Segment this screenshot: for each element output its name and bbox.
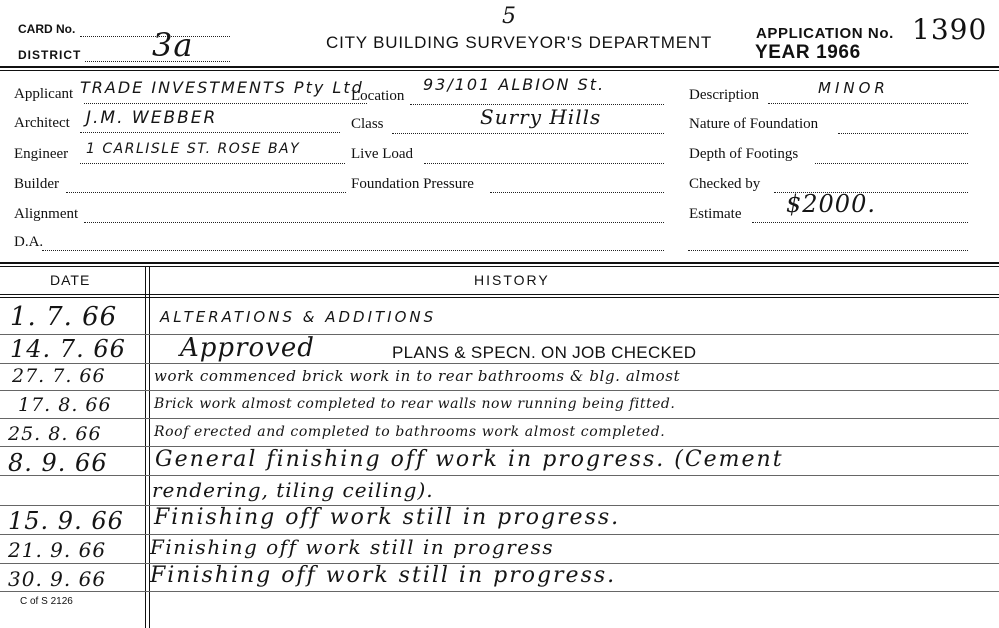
history-entry: General finishing off work in progress. (Cement	[155, 447, 784, 472]
alignment-label: Alignment	[14, 206, 79, 222]
estimate-line	[752, 222, 968, 223]
da-line	[42, 250, 664, 251]
history-entry: Finishing off work still in progress.	[150, 563, 617, 588]
history-entry: rendering, tiling ceiling).	[152, 478, 434, 502]
live-load-label: Live Load	[351, 146, 414, 162]
architect-label: Architect	[14, 115, 70, 131]
builder-line	[66, 192, 346, 193]
class-value: Surry Hills	[480, 105, 602, 129]
row-rule	[0, 334, 999, 335]
engineer-label: Engineer	[14, 146, 69, 162]
date-header: DATE	[50, 272, 91, 288]
nature-label: Nature of Foundation	[689, 116, 819, 132]
alignment-line	[84, 222, 664, 223]
date-column-divider	[145, 266, 146, 628]
row-rule	[0, 390, 999, 391]
applicant-label: Applicant	[14, 86, 74, 102]
right-extra-line	[688, 250, 968, 251]
history-date: 30. 9. 66	[8, 567, 107, 591]
history-entry: work commenced brick work in to rear bathrooms & blg. almost	[154, 367, 681, 385]
row-rule	[0, 418, 999, 419]
class-line	[392, 133, 664, 134]
history-date: 1. 7. 66	[10, 302, 118, 332]
approval-stamp: PLANS & SPECN. ON JOB CHECKED	[392, 343, 697, 362]
history-date: 17. 8. 66	[18, 394, 112, 416]
application-number: 1390	[912, 13, 988, 46]
header-rule-bottom	[0, 70, 999, 71]
history-date: 21. 9. 66	[8, 538, 107, 562]
history-entry: Brick work almost completed to rear walls now running being fitted.	[154, 396, 676, 412]
header-rule-top	[0, 66, 999, 68]
nature-line	[838, 133, 968, 134]
history-date: 8. 9. 66	[8, 449, 108, 477]
engineer-line	[80, 163, 345, 164]
description-line	[768, 103, 968, 104]
department-title: CITY BUILDING SURVEYOR'S DEPARTMENT	[326, 33, 713, 52]
da-label: D.A.	[14, 234, 44, 250]
class-label: Class	[351, 116, 384, 132]
live-load-line	[424, 163, 664, 164]
depth-line	[815, 163, 968, 164]
applicant-value: TRADE INVESTMENTS Pty Ltd	[80, 78, 364, 97]
depth-label: Depth of Footings	[689, 146, 799, 162]
history-rule-top	[0, 262, 999, 264]
location-value: 93/101 ALBION St.	[423, 75, 606, 94]
year-label: YEAR 1966	[755, 42, 861, 63]
district-label: DISTRICT	[18, 48, 82, 62]
estimate-value: $2000.	[786, 190, 876, 218]
history-header: HISTORY	[474, 272, 550, 288]
foundation-pressure-line	[490, 192, 664, 193]
architect-line	[80, 132, 340, 133]
builder-label: Builder	[14, 176, 59, 192]
form-code: C of S 2126	[20, 596, 73, 607]
history-entry: Approved	[180, 333, 315, 363]
location-label: Location	[351, 88, 405, 104]
architect-value: J.M. WEBBER	[86, 108, 218, 128]
top-mark: 5	[502, 4, 517, 29]
foundation-pressure-label: Foundation Pressure	[351, 176, 474, 192]
checked-by-label: Checked by	[689, 176, 761, 192]
description-label: Description	[689, 87, 759, 103]
history-entry: Roof erected and completed to bathrooms work almost completed.	[154, 424, 666, 440]
row-rule	[0, 475, 999, 476]
district-value: 3a	[152, 26, 194, 64]
row-rule	[0, 591, 999, 592]
history-date: 25. 8. 66	[8, 423, 102, 445]
history-date: 14. 7. 66	[10, 335, 126, 363]
application-label: APPLICATION No.	[756, 25, 894, 42]
history-entry: Finishing off work still in progress.	[154, 505, 621, 530]
estimate-label: Estimate	[689, 206, 742, 222]
description-value: MINOR	[818, 79, 889, 97]
history-date: 27. 7. 66	[12, 365, 106, 387]
engineer-value: 1 CARLISLE ST. ROSE BAY	[86, 141, 301, 157]
history-date: 15. 9. 66	[8, 507, 124, 535]
applicant-line	[84, 103, 367, 104]
history-entry: Finishing off work still in progress	[150, 535, 555, 559]
history-entry: ALTERATIONS & ADDITIONS	[160, 308, 437, 326]
card-no-label: CARD No.	[18, 22, 76, 36]
row-rule	[0, 363, 999, 364]
